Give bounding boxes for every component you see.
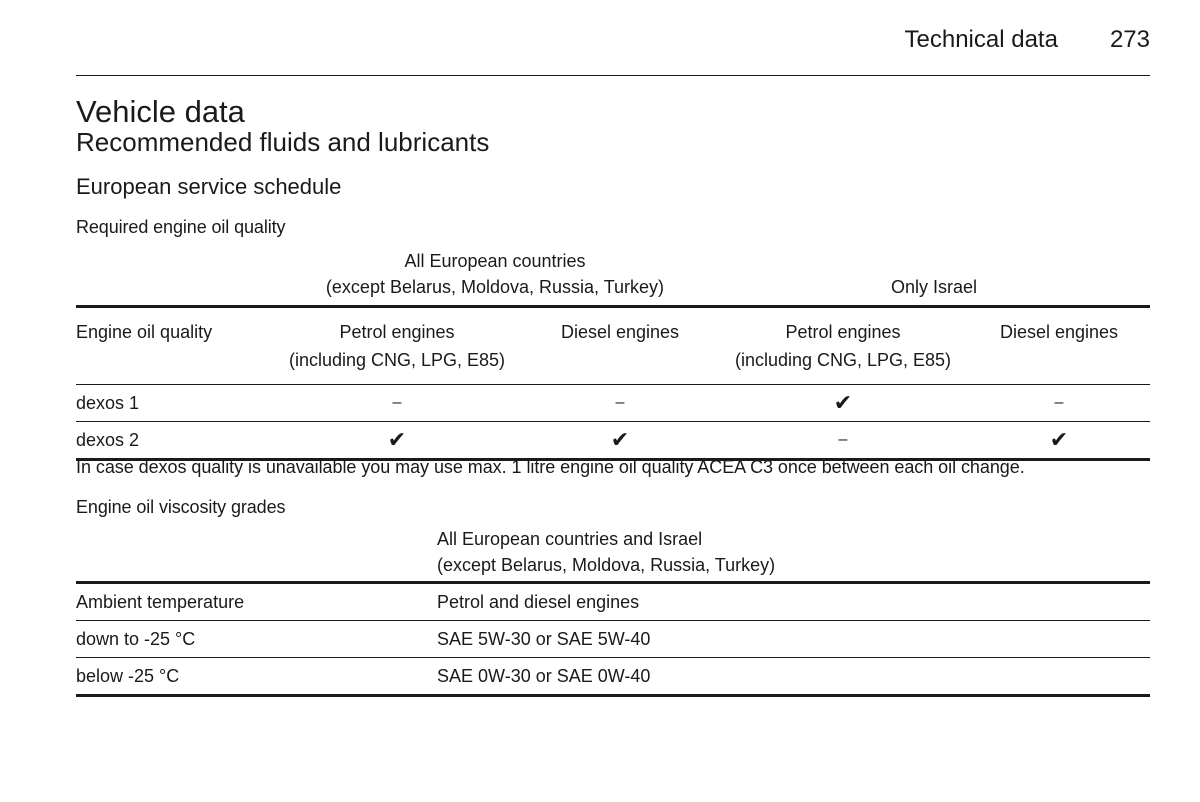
grade-cell: SAE 5W-30 or SAE 5W-40	[437, 628, 651, 649]
check-icon: ✔	[833, 390, 853, 415]
running-header	[905, 26, 1150, 54]
col-ambient-temperature: Ambient temperature	[76, 591, 245, 612]
header-rule	[76, 75, 1150, 76]
group-europe-israel	[437, 526, 1150, 583]
section-heading: Recommended fluids and lubricants	[76, 127, 490, 157]
page-number: 273	[1109, 26, 1150, 53]
subsection-heading: European service schedule	[76, 174, 342, 199]
group-line1: All European countries and Israel	[437, 529, 703, 549]
viscosity-group-row	[76, 526, 1150, 583]
col-petrol-israel	[718, 307, 968, 385]
col-petrol-europe	[272, 307, 522, 385]
dexos-note: In case dexos quality is unavailable you may use max. 1 litre engine oil quality ACEA C3 once between each oil change.	[76, 457, 1025, 477]
check-icon: ✔	[387, 427, 407, 452]
empty-cell	[76, 247, 272, 307]
dash-mark: –	[392, 394, 402, 411]
group-europe	[272, 247, 718, 307]
col-petrol-line1: Petrol engines	[785, 322, 901, 342]
chapter-heading: Vehicle data	[76, 94, 245, 129]
dash-mark: –	[615, 394, 625, 411]
empty-cell	[76, 526, 437, 583]
viscosity-table	[76, 526, 1150, 697]
col-label: Engine oil quality	[76, 322, 213, 342]
check-icon: ✔	[1049, 427, 1069, 452]
table-row	[76, 621, 1150, 658]
dash-mark: –	[1054, 394, 1064, 411]
oil-quality-header-row	[76, 307, 1150, 385]
group-line2: (except Belarus, Moldova, Russia, Turkey)	[437, 555, 776, 575]
group-europe-line1: All European countries	[404, 251, 586, 271]
col-petrol-line1: Petrol engines	[339, 322, 455, 342]
oil-quality-table	[76, 247, 1150, 461]
table-row	[76, 422, 1150, 460]
group-israel: Only Israel	[890, 277, 978, 297]
viscosity-label: Engine oil viscosity grades	[76, 497, 286, 517]
group-europe-line2: (except Belarus, Moldova, Russia, Turkey)	[325, 277, 665, 297]
col-petrol-line2: (including CNG, LPG, E85)	[288, 350, 506, 370]
header-section-title: Technical data	[904, 26, 1058, 53]
oil-quality-label: Required engine oil quality	[76, 217, 286, 237]
dash-mark: –	[838, 431, 848, 448]
col-diesel-israel: Diesel engines	[999, 322, 1119, 342]
col-petrol-line2: (including CNG, LPG, E85)	[734, 350, 952, 370]
table-row	[76, 658, 1150, 696]
grade-cell: SAE 0W-30 or SAE 0W-40	[437, 665, 651, 686]
viscosity-header-row	[76, 583, 1150, 621]
temperature-cell: below -25 °C	[76, 665, 180, 686]
temperature-cell: down to -25 °C	[76, 628, 196, 649]
col-diesel-europe: Diesel engines	[560, 322, 680, 342]
oil-quality-group-row	[76, 247, 1150, 307]
col-engines: Petrol and diesel engines	[437, 591, 640, 612]
table-row	[76, 385, 1150, 422]
row-name: dexos 1	[76, 392, 140, 413]
row-name: dexos 2	[76, 429, 140, 450]
check-icon: ✔	[610, 427, 630, 452]
